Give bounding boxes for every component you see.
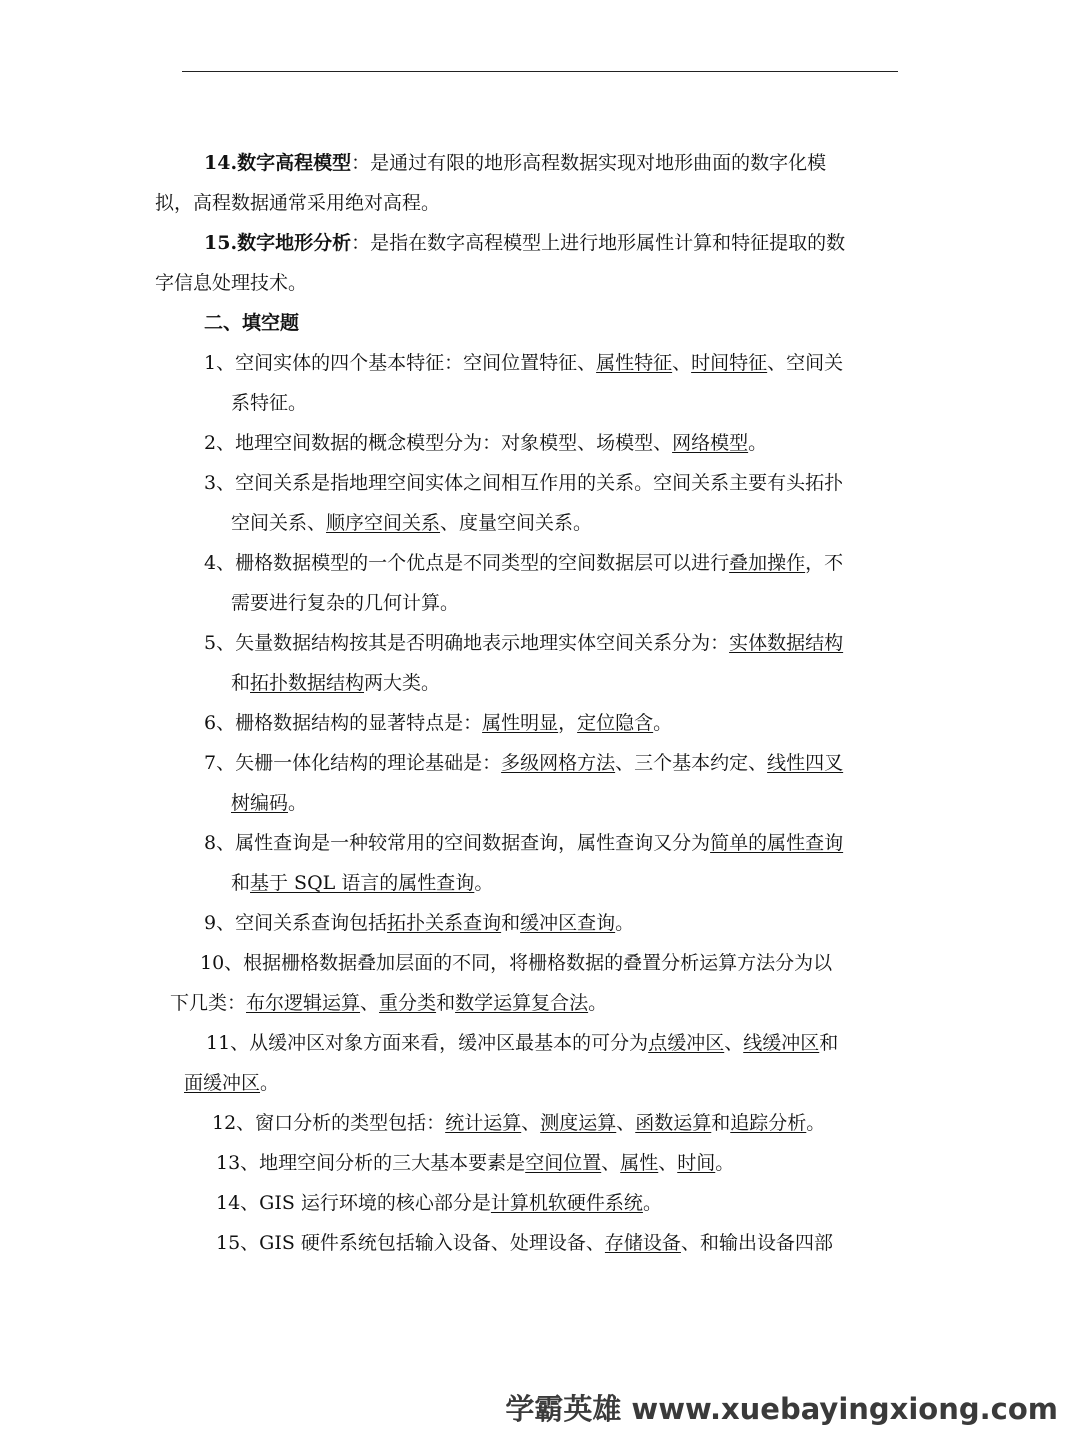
question-12: 12、窗口分析的类型包括：统计运算、测度运算、函数运算和追踪分析。 (212, 1112, 826, 1134)
question-15: 15、GIS 硬件系统包括输入设备、处理设备、存储设备、和输出设备四部 (216, 1232, 833, 1254)
question-4-line2: 需要进行复杂的几何计算。 (231, 592, 460, 614)
question-7-line2: 树编码。 (231, 792, 308, 814)
answer: 空间位置 (525, 1152, 602, 1174)
question-8-line1: 8、属性查询是一种较常用的空间数据查询，属性查询又分为简单的属性查询 (204, 832, 844, 854)
answer: 属性明显 (482, 712, 559, 734)
answer: 树编码 (231, 792, 289, 814)
answer: 叠加操作 (729, 552, 806, 574)
answer: 属性特征 (596, 352, 673, 374)
answer: 拓扑关系查询 (387, 912, 502, 934)
question-14: 14、GIS 运行环境的核心部分是计算机软硬件系统。 (216, 1192, 662, 1214)
question-10-line1: 10、根据栅格数据叠加层面的不同，将栅格数据的叠置分析运算方法分为以 (200, 952, 833, 974)
answer: 多级网格方法 (501, 752, 616, 774)
answer: 追踪分析 (730, 1112, 807, 1134)
answer: 顺序空间关系 (326, 512, 441, 534)
answer: 面缓冲区 (184, 1072, 261, 1094)
question-1-line1: 1、空间实体的四个基本特征：空间位置特征、属性特征、时间特征、空间关 (204, 352, 844, 374)
answer: 布尔逻辑运算 (246, 992, 361, 1014)
definition-15-line2: 字信息处理技术。 (155, 272, 308, 294)
answer: 测度运算 (540, 1112, 617, 1134)
answer: 网络模型 (672, 432, 749, 454)
answer: 存储设备 (604, 1232, 681, 1254)
question-9: 9、空间关系查询包括拓扑关系查询和缓冲区查询。 (204, 912, 635, 934)
answer: 时间特征 (691, 352, 768, 374)
answer: 线缓冲区 (743, 1032, 820, 1054)
answer: 拓扑数据结构 (250, 672, 365, 694)
answer: 计算机软硬件系统 (490, 1192, 643, 1214)
answer: 定位隐含 (577, 712, 654, 734)
definition-14-line1: 14.数字高程模型：是通过有限的地形高程数据实现对地形曲面的数字化模 (204, 152, 827, 174)
question-3-line1: 3、空间关系是指地理空间实体之间相互作用的关系。空间关系主要有头拓扑 (204, 472, 844, 494)
question-13: 13、地理空间分析的三大基本要素是空间位置、属性、时间。 (216, 1152, 735, 1174)
answer: 重分类 (379, 992, 437, 1014)
answer: 缓冲区查询 (520, 912, 616, 934)
question-1-line2: 系特征。 (231, 392, 308, 414)
question-3-line2: 空间关系、顺序空间关系、度量空间关系。 (231, 512, 593, 534)
definition-14-line2: 拟，高程数据通常采用绝对高程。 (155, 192, 441, 214)
question-6: 6、栅格数据结构的显著特点是：属性明显，定位隐含。 (204, 712, 673, 734)
question-8-line2: 和基于 SQL 语言的属性查询。 (231, 872, 494, 894)
question-5-line1: 5、矢量数据结构按其是否明确地表示地理实体空间关系分为：实体数据结构 (204, 632, 844, 654)
answer: 函数运算 (635, 1112, 712, 1134)
answer: 统计运算 (445, 1112, 522, 1134)
question-4-line1: 4、栅格数据模型的一个优点是不同类型的空间数据层可以进行叠加操作，不 (204, 552, 844, 574)
header-rule (182, 71, 898, 72)
answer: 点缓冲区 (648, 1032, 725, 1054)
question-11-line2: 面缓冲区。 (184, 1072, 280, 1094)
question-11-line1: 11、从缓冲区对象方面来看，缓冲区最基本的可分为点缓冲区、线缓冲区和 (206, 1032, 839, 1054)
answer: 数学运算复合法 (455, 992, 589, 1014)
question-5-line2: 和拓扑数据结构两大类。 (231, 672, 441, 694)
question-7-line1: 7、矢栅一体化结构的理论基础是：多级网格方法、三个基本约定、线性四叉 (204, 752, 844, 774)
question-2: 2、地理空间数据的概念模型分为：对象模型、场模型、网络模型。 (204, 432, 768, 454)
answer: 基于 SQL 语言的属性查询 (250, 872, 475, 894)
footer-watermark: 学霸英雄 www.xuebayingxiong.com (505, 1392, 1058, 1426)
definition-number: 14. (204, 152, 238, 174)
question-10-line2: 下几类：布尔逻辑运算、重分类和数学运算复合法。 (170, 992, 608, 1014)
definition-term: 数字高程模型 (237, 152, 352, 174)
definition-15-line1: 15.数字地形分析：是指在数字高程模型上进行地形属性计算和特征提取的数 (204, 232, 846, 254)
definition-term: 数字地形分析 (237, 232, 352, 254)
answer: 实体数据结构 (729, 632, 844, 654)
answer: 线性四叉 (767, 752, 844, 774)
section-heading: 二、填空题 (204, 312, 300, 334)
answer: 属性 (620, 1152, 659, 1174)
answer: 简单的属性查询 (710, 832, 844, 854)
answer: 时间 (677, 1152, 716, 1174)
definition-number: 15. (204, 232, 238, 254)
